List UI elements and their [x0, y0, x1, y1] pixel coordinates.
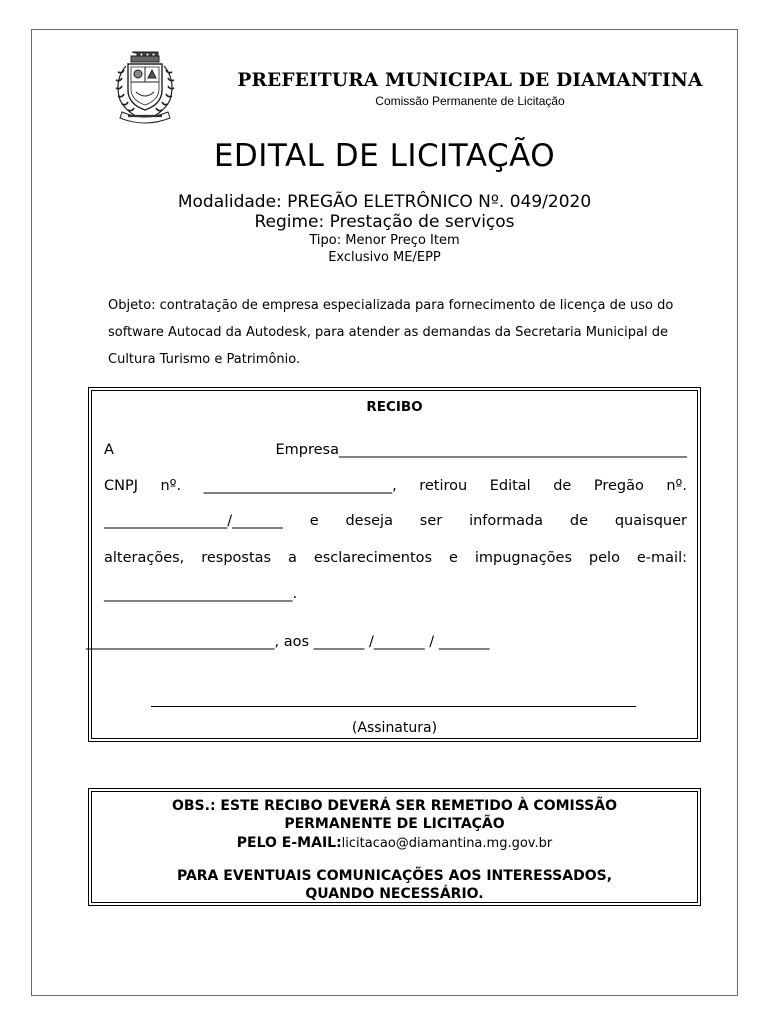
exclusivo-line: Exclusivo ME/EPP: [328, 250, 441, 265]
obs-email-label: PELO E-MAIL:: [236, 835, 342, 851]
org-subtitle: Comissão Permanente de Licitação: [375, 94, 565, 108]
modalidade-line: Modalidade: PREGÃO ELETRÔNICO Nº. 049/2020: [177, 192, 592, 212]
obs-box: [88, 788, 701, 906]
org-name: PREFEITURA MUNICIPAL DE DIAMANTINA: [237, 70, 703, 91]
municipal-coat-of-arms-icon: [104, 42, 186, 124]
recibo-cnpj-line: CNPJ nº. __________________________, retirou Edital de Pregão nº.: [104, 478, 687, 494]
recibo-empresa-line: A Empresa________________________________________________: [104, 442, 687, 458]
recibo-email-line: __________________________.: [104, 586, 298, 602]
recibo-alteracoes-line: alterações, respostas a esclarecimentos e impugnações pelo e-mail:: [104, 550, 687, 566]
obs-line-4: PARA EVENTUAIS COMUNICAÇÕES AOS INTERESSADOS,: [176, 868, 613, 884]
recibo-edital-line: _________________/_______ e deseja ser informada de quaisquer: [104, 513, 687, 529]
signature-line: [151, 706, 636, 707]
obs-line-2: PERMANENTE DE LICITAÇÃO: [284, 816, 505, 832]
recibo-date-line: __________________________, aos _______ /_______ / _______: [86, 634, 490, 650]
obs-line-5: QUANDO NECESSÁRIO.: [305, 886, 484, 902]
regime-line: Regime: Prestação de serviços: [254, 212, 515, 232]
obs-line-3: [89, 835, 700, 851]
obs-email-address: licitacao@diamantina.mg.gov.br: [341, 836, 553, 851]
tipo-line: Tipo: Menor Preço Item: [309, 233, 460, 248]
recibo-box: [88, 387, 701, 742]
recibo-title: RECIBO: [366, 399, 423, 415]
signature-label: (Assinatura): [351, 720, 438, 736]
document-title: EDITAL DE LICITAÇÃO: [213, 138, 556, 174]
obs-line-1: OBS.: ESTE RECIBO DEVERÁ SER REMETIDO À COMISSÃO: [171, 798, 618, 814]
objeto-paragraph: Objeto: contratação de empresa especializada para fornecimento de licença de uso do software Autocad da Autodesk, para atender as demandas da Secretaria Municipal de Cultura Turismo e Patrimônio.: [108, 298, 674, 367]
